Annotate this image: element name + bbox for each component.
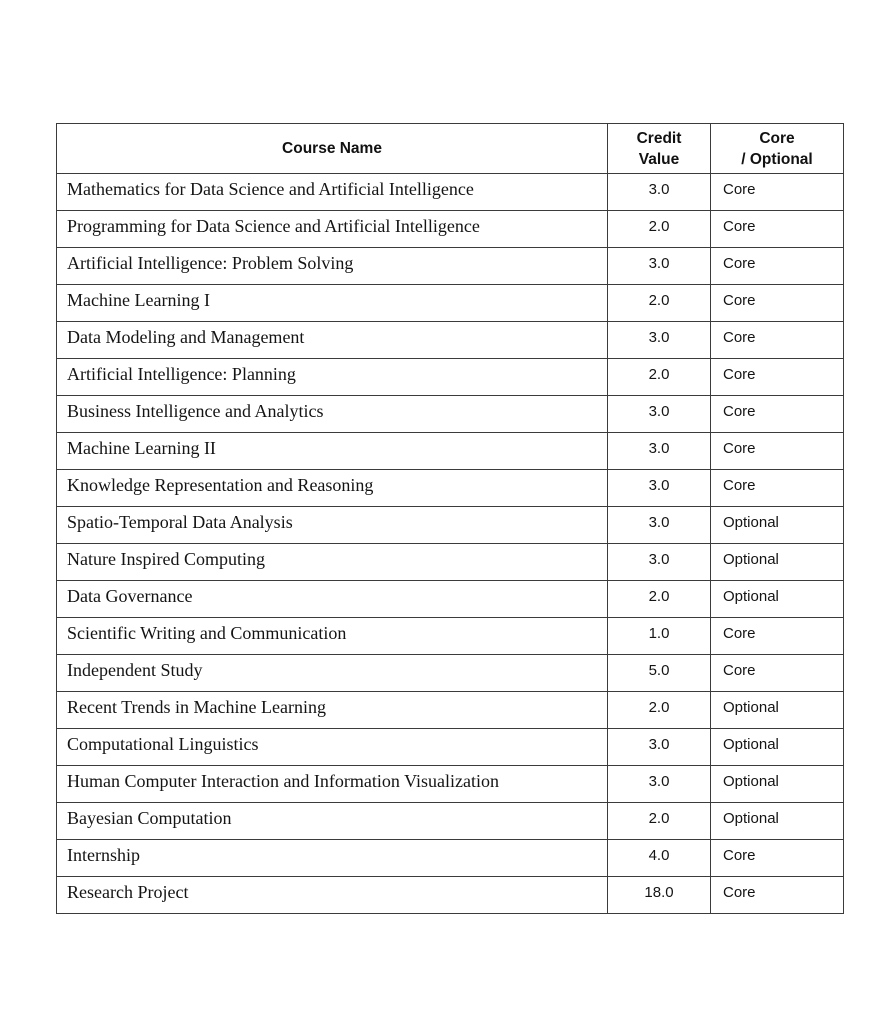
- course-name-cell: Data Governance: [57, 581, 608, 618]
- core-optional-cell: Optional: [711, 544, 844, 581]
- core-optional-cell: Core: [711, 840, 844, 877]
- courses-table: [56, 123, 844, 914]
- course-name-cell: Machine Learning II: [57, 433, 608, 470]
- credit-value-cell: 2.0: [608, 359, 711, 396]
- course-name-cell: Recent Trends in Machine Learning: [57, 692, 608, 729]
- core-optional-cell: Core: [711, 396, 844, 433]
- table-row: [57, 581, 844, 618]
- credit-value-cell: 3.0: [608, 729, 711, 766]
- core-optional-cell: Core: [711, 470, 844, 507]
- table-row: [57, 248, 844, 285]
- credit-value-cell: 4.0: [608, 840, 711, 877]
- header-credit-line1: Credit: [636, 129, 682, 147]
- credit-value-cell: 5.0: [608, 655, 711, 692]
- core-optional-cell: Core: [711, 618, 844, 655]
- course-name-cell: Independent Study: [57, 655, 608, 692]
- course-name-cell: Nature Inspired Computing: [57, 544, 608, 581]
- credit-value-cell: 2.0: [608, 581, 711, 618]
- table-row: [57, 359, 844, 396]
- credit-value-cell: 3.0: [608, 544, 711, 581]
- table-row: [57, 840, 844, 877]
- core-optional-cell: Core: [711, 655, 844, 692]
- header-core-optional: [711, 124, 844, 174]
- credit-value-cell: 3.0: [608, 396, 711, 433]
- credit-value-cell: 2.0: [608, 803, 711, 840]
- header-credit-line2: Value: [638, 150, 680, 168]
- credit-value-cell: 18.0: [608, 877, 711, 914]
- table-row: [57, 618, 844, 655]
- table-body: [57, 174, 844, 914]
- table-row: [57, 174, 844, 211]
- table-row: [57, 396, 844, 433]
- table-row: [57, 766, 844, 803]
- course-name-cell: Human Computer Interaction and Information Visualization: [57, 766, 608, 803]
- credit-value-cell: 3.0: [608, 322, 711, 359]
- core-optional-cell: Core: [711, 359, 844, 396]
- core-optional-cell: Core: [711, 433, 844, 470]
- table-row: [57, 729, 844, 766]
- course-name-cell: Data Modeling and Management: [57, 322, 608, 359]
- table-row: [57, 655, 844, 692]
- table-row: [57, 470, 844, 507]
- header-course-name-label: Course Name: [282, 140, 382, 157]
- table-row: [57, 507, 844, 544]
- course-name-cell: Internship: [57, 840, 608, 877]
- credit-value-cell: 3.0: [608, 433, 711, 470]
- table-row: [57, 877, 844, 914]
- credit-value-cell: 3.0: [608, 766, 711, 803]
- header-core-line2: / Optional: [741, 150, 813, 168]
- course-name-cell: Bayesian Computation: [57, 803, 608, 840]
- core-optional-cell: Core: [711, 248, 844, 285]
- core-optional-cell: Core: [711, 285, 844, 322]
- credit-value-cell: 3.0: [608, 174, 711, 211]
- core-optional-cell: Core: [711, 174, 844, 211]
- courses-table-container: [56, 123, 844, 914]
- core-optional-cell: Optional: [711, 729, 844, 766]
- course-name-cell: Computational Linguistics: [57, 729, 608, 766]
- credit-value-cell: 3.0: [608, 248, 711, 285]
- core-optional-cell: Optional: [711, 766, 844, 803]
- table-row: [57, 692, 844, 729]
- table-row: [57, 211, 844, 248]
- table-row: [57, 433, 844, 470]
- course-name-cell: Business Intelligence and Analytics: [57, 396, 608, 433]
- course-name-cell: Knowledge Representation and Reasoning: [57, 470, 608, 507]
- course-name-cell: Mathematics for Data Science and Artificial Intelligence: [57, 174, 608, 211]
- core-optional-cell: Core: [711, 322, 844, 359]
- core-optional-cell: Core: [711, 211, 844, 248]
- course-name-cell: Scientific Writing and Communication: [57, 618, 608, 655]
- table-row: [57, 803, 844, 840]
- course-name-cell: Programming for Data Science and Artificial Intelligence: [57, 211, 608, 248]
- course-name-cell: Spatio-Temporal Data Analysis: [57, 507, 608, 544]
- core-optional-cell: Core: [711, 877, 844, 914]
- course-name-cell: Artificial Intelligence: Planning: [57, 359, 608, 396]
- credit-value-cell: 1.0: [608, 618, 711, 655]
- credit-value-cell: 3.0: [608, 507, 711, 544]
- core-optional-cell: Optional: [711, 803, 844, 840]
- header-credit-value: [608, 124, 711, 174]
- course-name-cell: Artificial Intelligence: Problem Solving: [57, 248, 608, 285]
- credit-value-cell: 2.0: [608, 211, 711, 248]
- core-optional-cell: Optional: [711, 692, 844, 729]
- header-core-line1: Core: [759, 129, 795, 147]
- course-name-cell: Machine Learning I: [57, 285, 608, 322]
- course-name-cell: Research Project: [57, 877, 608, 914]
- credit-value-cell: 2.0: [608, 692, 711, 729]
- header-row: [57, 124, 844, 174]
- credit-value-cell: 2.0: [608, 285, 711, 322]
- table-row: [57, 322, 844, 359]
- core-optional-cell: Optional: [711, 581, 844, 618]
- table-row: [57, 285, 844, 322]
- header-course-name: [57, 124, 608, 174]
- table-row: [57, 544, 844, 581]
- core-optional-cell: Optional: [711, 507, 844, 544]
- credit-value-cell: 3.0: [608, 470, 711, 507]
